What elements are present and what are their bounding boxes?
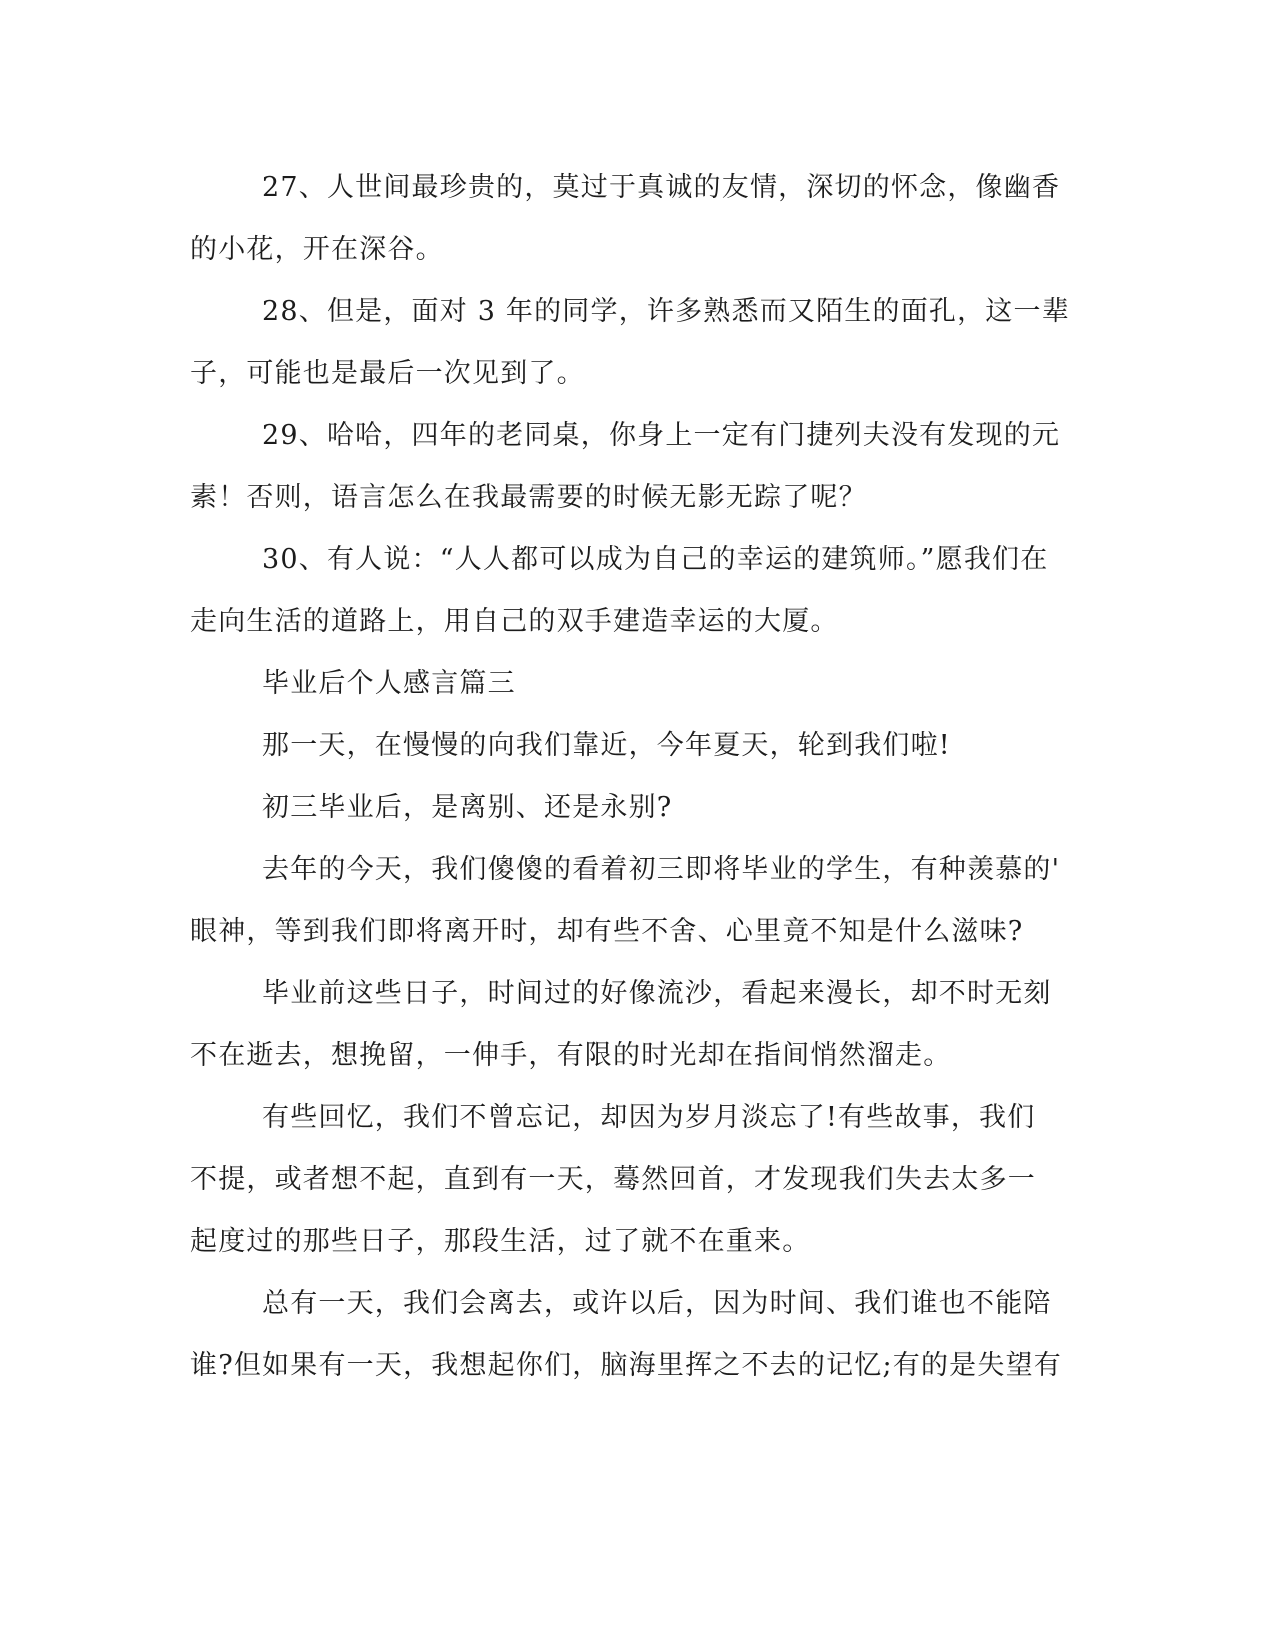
document-body <box>190 157 1070 1397</box>
text-line: 不提，或者想不起，直到有一天，蓦然回首，才发现我们失去太多一 <box>190 1164 1036 1195</box>
text-line: 28、但是，面对 3 年的同学，许多熟悉而又陌生的面孔，这一辈 <box>262 296 1070 327</box>
text-line: 眼神，等到我们即将离开时，却有些不舍、心里竟不知是什么滋味? <box>190 916 1024 947</box>
text-line: 毕业前这些日子，时间过的好像流沙，看起来漫长，却不时无刻 <box>262 978 1052 1009</box>
text-line: 素！否则，语言怎么在我最需要的时候无影无踪了呢？ <box>190 482 867 513</box>
text-line: 那一天，在慢慢的向我们靠近，今年夏天，轮到我们啦! <box>262 730 951 761</box>
text-line: 起度过的那些日子，那段生活，过了就不在重来。 <box>190 1226 811 1257</box>
text-line: 初三毕业后，是离别、还是永别? <box>262 792 673 823</box>
section-heading: 毕业后个人感言篇三 <box>262 668 516 699</box>
text-line: 29、哈哈，四年的老同桌，你身上一定有门捷列夫没有发现的元 <box>262 420 1061 451</box>
text-line: 去年的今天，我们傻傻的看着初三即将毕业的学生，有种羡慕的' <box>262 854 1061 885</box>
text-line: 谁?但如果有一天，我想起你们，脑海里挥之不去的记忆;有的是失望有 <box>190 1350 1062 1381</box>
text-line: 的小花，开在深谷。 <box>190 234 444 265</box>
text-line: 不在逝去，想挽留，一伸手，有限的时光却在指间悄然溜走。 <box>190 1040 952 1071</box>
text-line: 总有一天，我们会离去，或许以后，因为时间、我们谁也不能陪 <box>262 1288 1052 1319</box>
text-line: 30、有人说：“人人都可以成为自己的幸运的建筑师。”愿我们在 <box>262 544 1049 575</box>
text-line: 走向生活的道路上，用自己的双手建造幸运的大厦。 <box>190 606 839 637</box>
text-line: 有些回忆，我们不曾忘记，却因为岁月淡忘了!有些故事，我们 <box>262 1102 1036 1133</box>
text-line: 27、人世间最珍贵的，莫过于真诚的友情，深切的怀念，像幽香 <box>262 172 1061 203</box>
text-line: 子，可能也是最后一次见到了。 <box>190 358 585 389</box>
